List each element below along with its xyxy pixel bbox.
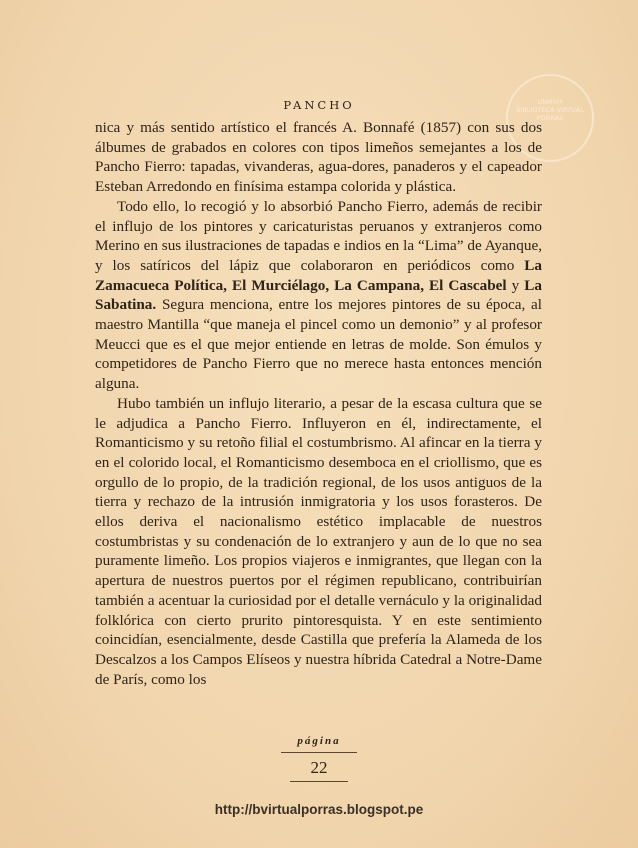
paragraph-2 [95,197,542,394]
paragraph-2-text-cont: Segura menciona, entre los mejores pintores de su época, al maestro Mantilla “que maneja el pincel como un demonio” y al profesor Meucci que es el que mejor entiende en letras de molde. Son émulos y competidores de Pancho Fierro que no merece hasta entonces mención alguna. [95,296,542,393]
stamp-line-3: PORRAS [536,114,564,122]
footer-rule [281,752,357,753]
paragraph-1-line: sus dos álbumes de grabados en colores con tipos limeños [95,119,543,156]
newspaper-titles: La Zamacueca Política, El Murciélago, La Campana, El Cascabel [95,256,542,294]
paragraph-3: Hubo también un influjo literario, a pesar de la escasa cultura que se le adjudica a Pancho Fierro. Influyeron en él, indirectamente, el Romanticismo y su retoño filial el costumbrismo. Al afincar en la tierra y en el colorido local, el Romanticismo desemboca en el criollismo, que es orgullo de lo propio, de la tradición regional, de los usos antiguos de la tierra y rechazo de la intrusión inmigratoria y los usos forasteros. De ellos deriva el nacionalismo estético implacable de nuestros costumbristas y su condenación de lo extranjero y aun de lo que no sea puramente limeño. Los propios viajeros e inmigrantes, que llegan con la apertura de nuestros puertos por el régimen republicano, contribuirían también a acentuar la curiosidad por el detalle vernáculo y la originalidad folklórica con cierto prurito pintoresquista. Y en este sentimiento coincidían, esencialmente, desde Castilla que prefería la Alameda de los Descalzos a los Campos Elíseos y nuestra híbrida Catedral a Notre-Dame de París, como los [95,394,542,688]
page-number-rule [290,781,348,782]
footer-page-label: página [297,735,341,747]
stamp-line-2: BIBLIOTECA VIRTUAL [516,106,584,114]
stamp-line-1: UNMSM [537,98,563,106]
running-title: PANCHO [283,98,355,112]
source-url[interactable]: http://bvirtualporras.blogspot.pe [214,802,424,817]
paragraph-1-line: nica y más sentido artístico el francés A. Bonnafé (1857) con [95,119,490,136]
paragraph-1-line: estampa colorida y plástica. [287,178,457,196]
paragraph-1-line: dores, panaderos y el capeador Esteban Arredondo en finísima [95,158,542,196]
body-text [95,118,542,689]
paragraph-1-line: semejantes a los de Pancho Fierro: tapadas, vivanderas, agua- [95,138,543,176]
paragraph-2-text: Todo ello, lo recogió y lo absorbió Pancho Fierro, además de recibir el influjo de los pintores y caricaturistas peruanos y extranjeros como Merino en sus ilustraciones de tapadas e indios en la “Lima” de Ayanque, y los satíricos del lápiz que colaboraron en periódicos como [95,197,542,274]
page-number: 22 [310,758,328,777]
paragraph-2-conjunction: y [506,276,525,294]
paragraph-1 [95,118,542,197]
newspaper-title-sabatina: La Sabatina. [95,276,542,314]
